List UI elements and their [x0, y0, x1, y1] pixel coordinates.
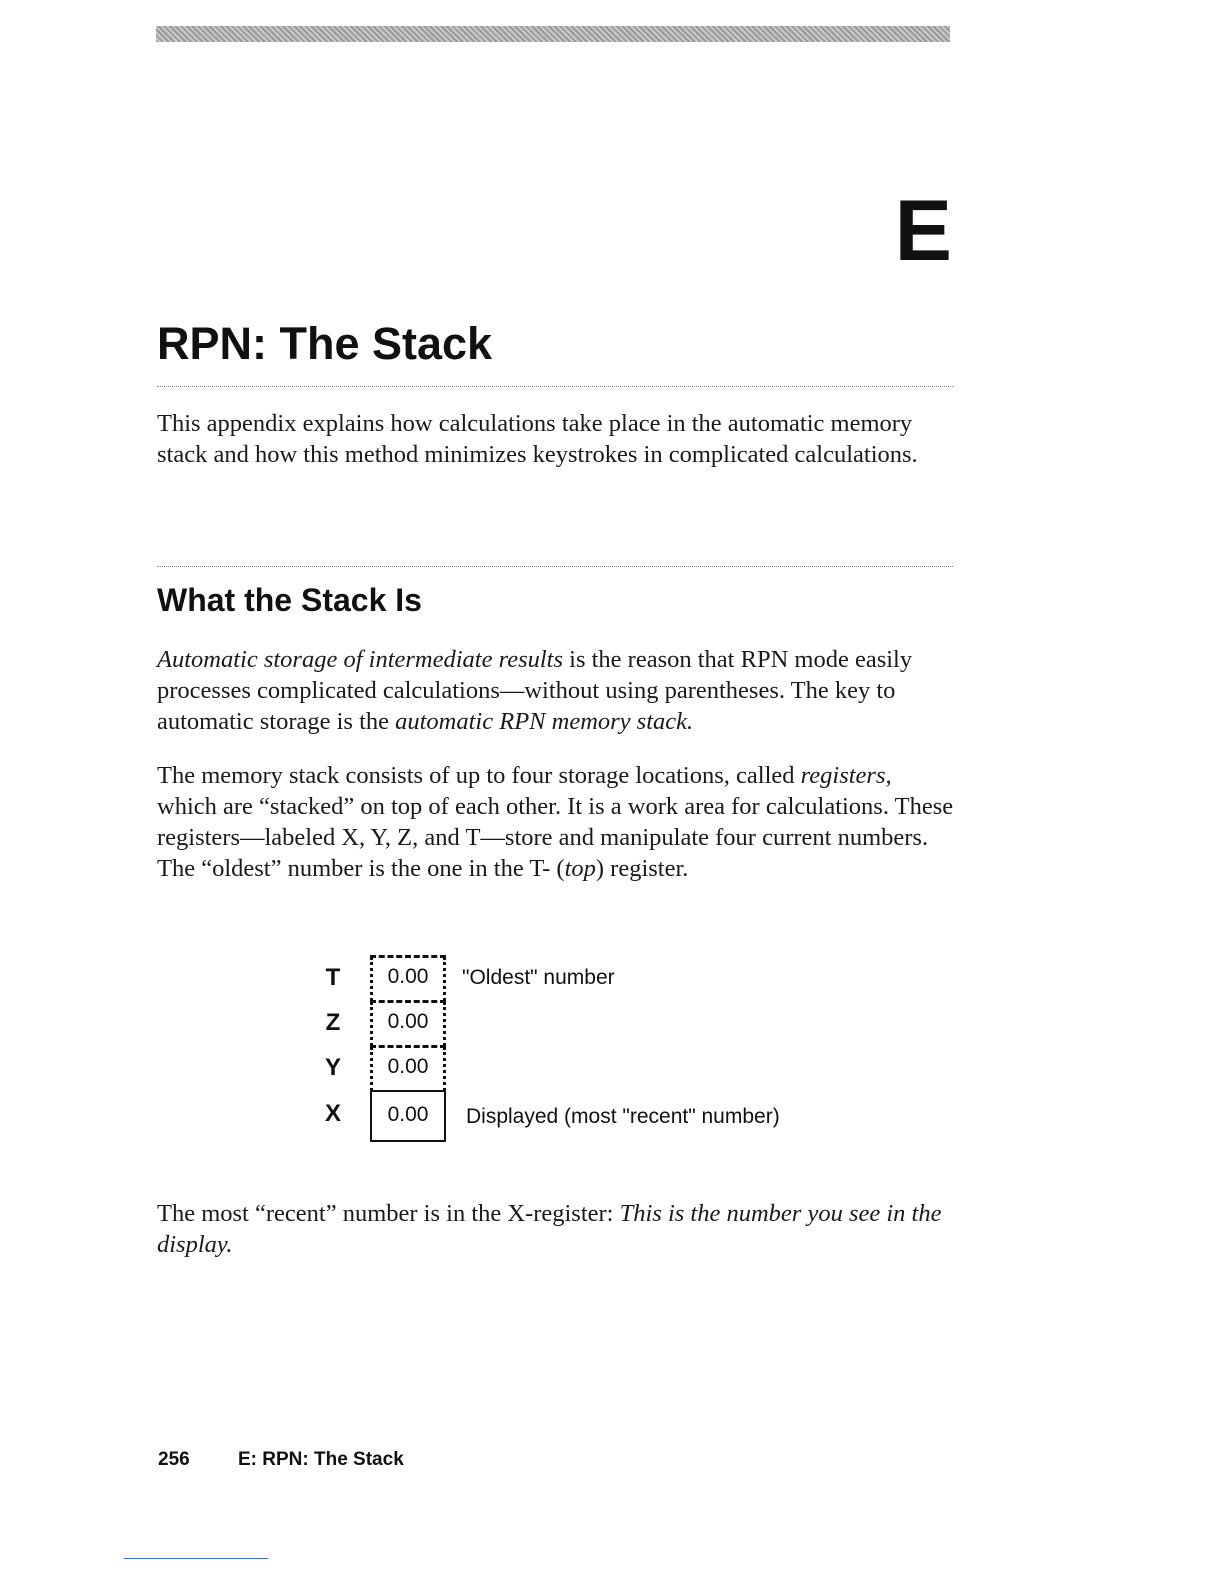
- register-y-value: 0.00: [370, 1047, 446, 1091]
- emphasis-text: This is the number you see in the display.: [157, 1200, 942, 1258]
- emphasis-text: top: [564, 855, 596, 882]
- register-x-display: 0.00: [370, 1090, 446, 1142]
- body-text: , which are “stacked” on top of each other. It is a work area for calculations. These registers—labeled X, Y, Z, and T—store and manipulate four current numbers. The “oldest” number is the one in the T- (: [157, 762, 954, 882]
- header-decorative-bar: [156, 26, 950, 42]
- register-label-z: Z: [325, 1009, 341, 1036]
- section-divider: [157, 566, 953, 567]
- register-z-value: 0.00: [370, 1002, 446, 1046]
- register-t-value: 0.00: [370, 957, 446, 1001]
- body-text: is the reason that RPN mode easily processes complicated calculations—without using parentheses. The key to automatic storage is the: [157, 646, 913, 735]
- scan-edge-line: [124, 1558, 268, 1559]
- section-title: What the Stack Is: [157, 582, 422, 618]
- running-footer-title: E: RPN: The Stack: [238, 1449, 404, 1470]
- title-divider: [157, 386, 953, 387]
- emphasis-text: Automatic storage of intermediate results: [157, 646, 564, 673]
- register-label-y: Y: [324, 1054, 341, 1081]
- emphasis-text: automatic RPN memory stack.: [395, 708, 694, 735]
- oldest-number-note: "Oldest" number: [462, 966, 615, 989]
- registers-paragraph: [157, 760, 957, 884]
- chapter-letter: E: [894, 183, 952, 279]
- page-title: RPN: The Stack: [157, 318, 493, 369]
- body-text: ) register.: [595, 855, 689, 882]
- body-text: The most “recent” number is in the X-register:: [157, 1200, 620, 1227]
- x-register-paragraph: [157, 1198, 957, 1260]
- displayed-number-note: Displayed (most "recent" number): [466, 1105, 780, 1128]
- page-number: 256: [158, 1449, 190, 1470]
- intro-paragraph: This appendix explains how calculations take place in the automatic memory stack and how this method minimizes keystrokes in complicated calculations.: [157, 410, 918, 468]
- register-label-t: T: [325, 964, 341, 991]
- body-text: The memory stack consists of up to four storage locations, called: [157, 762, 801, 789]
- stack-intro-paragraph: [157, 644, 957, 737]
- register-label-x: X: [324, 1100, 341, 1127]
- emphasis-text: registers: [800, 762, 886, 789]
